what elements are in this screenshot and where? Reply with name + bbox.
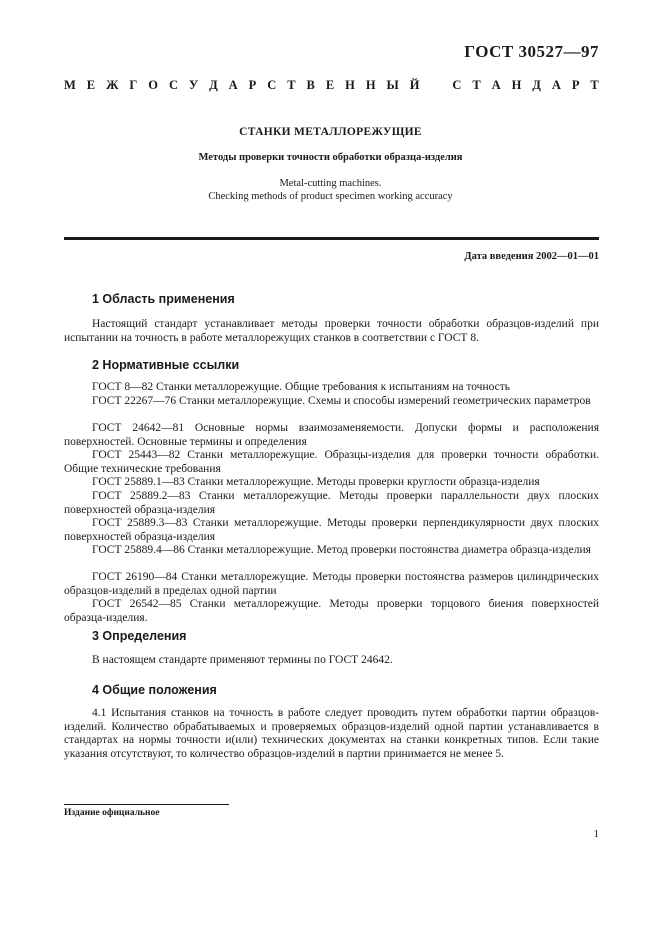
banner-letter: Т bbox=[590, 78, 599, 92]
doc-number: ГОСТ 30527—97 bbox=[464, 42, 599, 61]
banner-letter: Ж bbox=[106, 78, 119, 92]
title-en-line-2: Checking methods of product specimen working accuracy bbox=[208, 191, 453, 202]
header-divider bbox=[64, 237, 599, 240]
reference-item: ГОСТ 25889.3—83 Станки металлорежущие. Методы проверки перпендикулярности двух плоских поверхностей образца-изделия bbox=[64, 517, 599, 543]
banner-letter: А bbox=[228, 78, 238, 92]
banner-letter: М bbox=[64, 78, 76, 92]
footer-divider bbox=[64, 804, 229, 805]
section-4-text bbox=[64, 707, 599, 761]
banner-letter: С bbox=[267, 78, 277, 92]
introduction-date: Дата введения 2002—01—01 bbox=[464, 251, 599, 262]
banner-letter: С bbox=[168, 78, 179, 92]
section-1-text bbox=[64, 318, 599, 345]
reference-item: ГОСТ 25889.2—83 Станки металлорежущие. Методы проверки параллельности двух плоских поверхностей образца-изделия bbox=[64, 490, 599, 516]
section-4-text-content: 4.1 Испытания станков на точность в работе следует проводить путем обработки партии образцов-изделий. Количество обрабатываемых и проверяемых образцов-изделий одной партии устанавливается в стандартах на нормы точности и(или) технических документах на станки конкретных типов. Если такие указания отсутствуют, то количество образцов-изделий в партии принимается не менее 5. bbox=[64, 707, 599, 760]
reference-item: ГОСТ 25443—82 Станки металлорежущие. Образцы-изделия для проверки точности обработки. Общие технические требования bbox=[64, 449, 599, 475]
reference-item: ГОСТ 26542—85 Станки металлорежущие. Методы проверки торцового биения поверхностей образца-изделия. bbox=[64, 598, 599, 624]
section-3-text bbox=[64, 654, 599, 668]
interstate-standard-banner bbox=[64, 78, 599, 93]
title-en-line-1: Metal-cutting machines. bbox=[279, 178, 382, 189]
reference-item: ГОСТ 25889.4—86 Станки металлорежущие. Метод проверки постоянства диаметра образца-изделия bbox=[92, 544, 591, 556]
banner-letter: Т bbox=[287, 78, 296, 92]
banner-letter: Е bbox=[325, 78, 335, 92]
reference-item: ГОСТ 26190—84 Станки металлорежущие. Методы проверки постоянства размеров цилиндрических образцов-изделий в пределах одной партии bbox=[64, 571, 599, 597]
section-3-text-content: В настоящем стандарте применяют термины по ГОСТ 24642. bbox=[92, 654, 393, 666]
document-title: СТАНКИ МЕТАЛЛОРЕЖУЩИЕ bbox=[239, 126, 422, 138]
banner-letter: А bbox=[491, 78, 501, 92]
reference-item: ГОСТ 25889.1—83 Станки металлорежущие. Методы проверки круглости образца-изделия bbox=[92, 476, 540, 488]
banner-letter: Ы bbox=[386, 78, 399, 92]
banner-letter: Д bbox=[209, 78, 218, 92]
page-number: 1 bbox=[593, 828, 599, 840]
banner-letter: Н bbox=[345, 78, 355, 92]
banner-letter: Н bbox=[511, 78, 522, 92]
section-1-heading: 1 Область применения bbox=[92, 292, 235, 306]
section-3-heading: 3 Определения bbox=[92, 629, 187, 643]
official-edition-label: Издание официальное bbox=[64, 808, 160, 818]
section-4-heading: 4 Общие положения bbox=[92, 683, 217, 697]
banner-letter: Е bbox=[86, 78, 96, 92]
reference-item: ГОСТ 8—82 Станки металлорежущие. Общие требования к испытаниям на точность bbox=[92, 381, 511, 393]
banner-letter: Г bbox=[129, 78, 138, 92]
reference-item: ГОСТ 22267—76 Станки металлорежущие. Схемы и способы измерений геометрических параметров bbox=[92, 395, 591, 407]
banner-letter: Р bbox=[571, 78, 580, 92]
document-title-en bbox=[0, 177, 661, 203]
section-2-heading: 2 Нормативные ссылки bbox=[92, 358, 240, 372]
banner-letter: Й bbox=[409, 78, 420, 92]
banner-letter: В bbox=[306, 78, 315, 92]
banner-letter: А bbox=[551, 78, 561, 92]
banner-letter: Н bbox=[365, 78, 376, 92]
banner-letter: У bbox=[188, 78, 199, 92]
banner-letter: Р bbox=[248, 78, 257, 92]
reference-item: ГОСТ 24642—81 Основные нормы взаимозаменяемости. Допуски формы и расположения поверхностей. Основные термины и определения bbox=[64, 422, 599, 448]
banner-letter: О bbox=[148, 78, 159, 92]
banner-letter: Д bbox=[532, 78, 541, 92]
section-1-text-content: Настоящий стандарт устанавливает методы проверки точности обработки образцов-изделий при испытании на точность в работе металлорежущих станков в соответствии с ГОСТ 8. bbox=[64, 318, 599, 344]
document-subtitle: Методы проверки точности обработки образца-изделия bbox=[198, 152, 463, 163]
banner-letter: С bbox=[452, 78, 462, 92]
banner-letter: Т bbox=[472, 78, 481, 92]
